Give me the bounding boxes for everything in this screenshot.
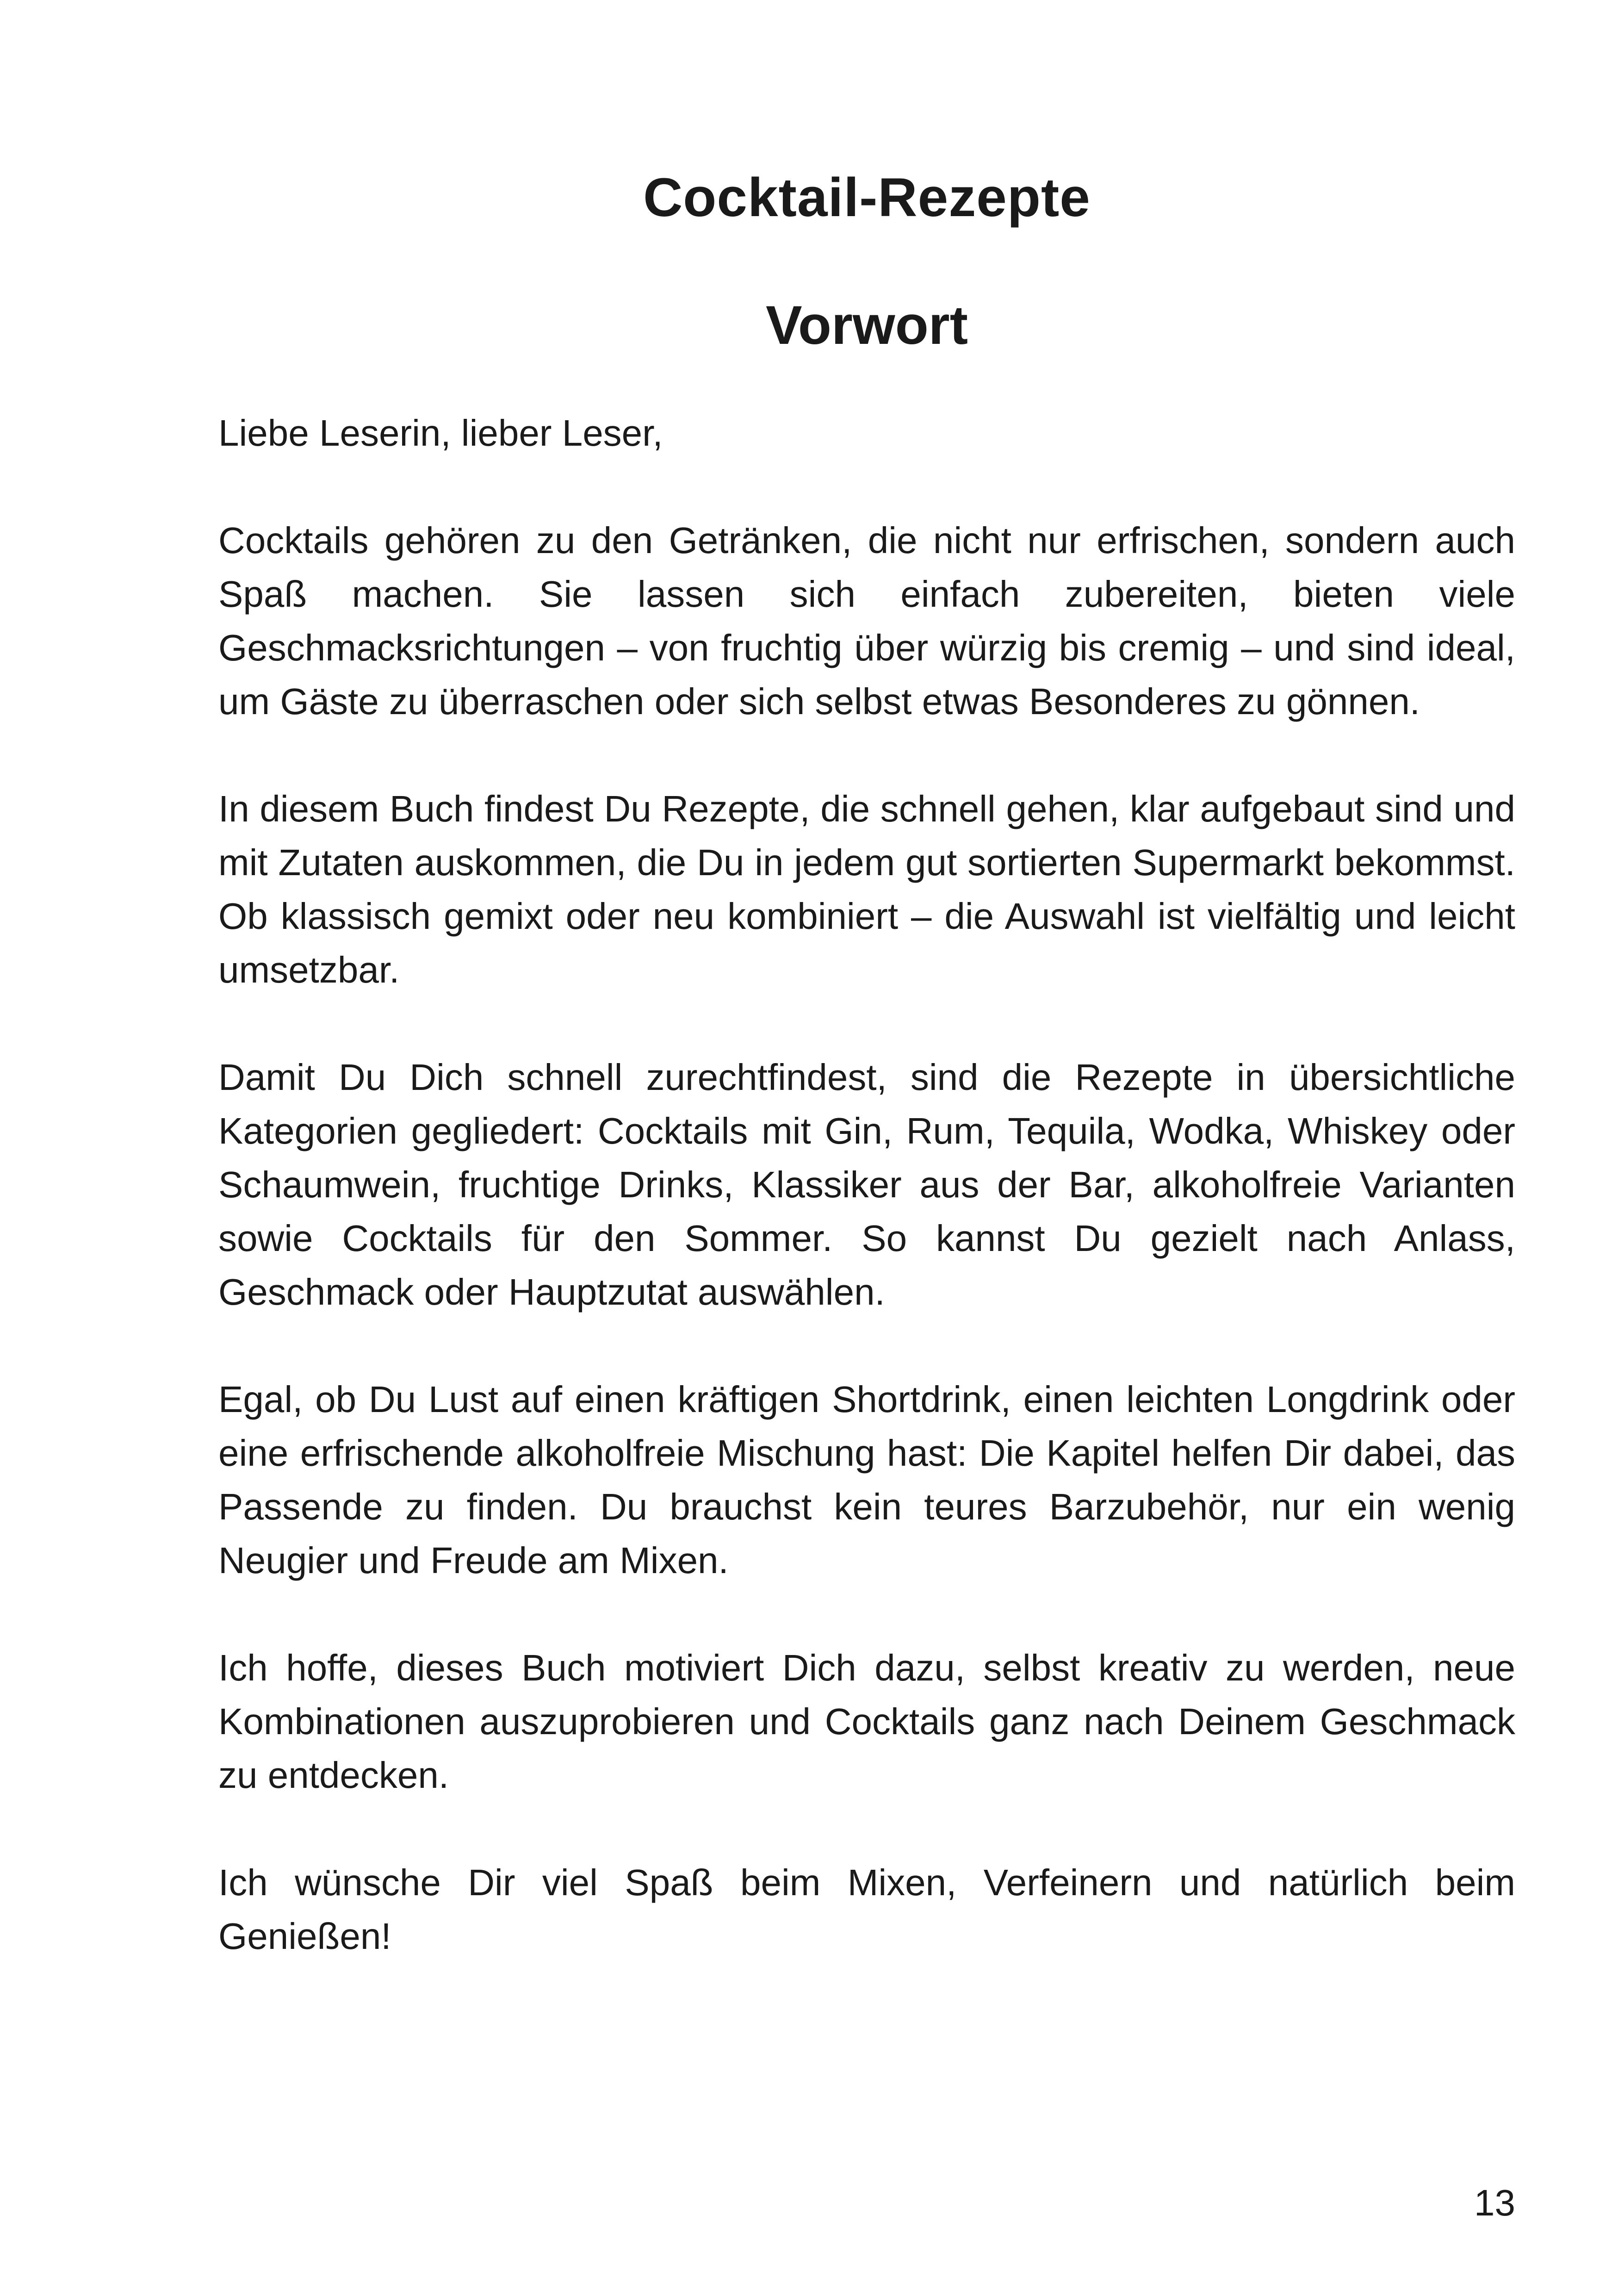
paragraph: Egal, ob Du Lust auf einen kräftigen Shortdrink, einen leichten Longdrink oder eine erfrischende alkoholfreie Mischung hast: Die Kapitel helfen Dir dabei, das Passende zu finden. Du brauchst kein teures Barzubehör, nur ein wenig Neugier und Freude am Mixen. [218, 1379, 1515, 1581]
paragraph: Cocktails gehören zu den Getränken, die nicht nur erfrischen, sondern auch Spaß machen. Sie lassen sich einfach zubereiten, bieten viele Geschmacksrichtungen – von fruchtig über würzig bis cremig – und sind ideal, um Gäste zu überraschen oder sich selbst etwas Besonderes zu gönnen. [218, 520, 1515, 722]
paragraph: Ich hoffe, dieses Buch motiviert Dich dazu, selbst kreativ zu werden, neue Kombinationen auszuprobieren und Cocktails ganz nach Deinem Geschmack zu entdecken. [218, 1647, 1515, 1796]
paragraph: In diesem Buch findest Du Rezepte, die schnell gehen, klar aufgebaut sind und mit Zutaten auskommen, die Du in jedem gut sortierten Supermarkt bekommst. Ob klassisch gemixt oder neu kombiniert – die Auswahl ist vielfältig und leicht umsetzbar. [218, 788, 1515, 990]
salutation: Liebe Leserin, lieber Leser, [218, 412, 663, 454]
page-number: 13 [1474, 2182, 1515, 2223]
foreword-text [218, 406, 1515, 2017]
paragraph: Damit Du Dich schnell zurechtfindest, sind die Rezepte in übersichtliche Kategorien gegliedert: Cocktails mit Gin, Rum, Tequila, Wodka, Whiskey oder Schaumwein, fruchtige Drinks, Klassiker aus der Bar, alkoholfreie Varianten sowie Cocktails für den Sommer. So kannst Du gezielt nach Anlass, Geschmack oder Hauptzutat auswählen. [218, 1057, 1515, 1313]
paragraph: Ich wünsche Dir viel Spaß beim Mixen, Verfeinern und natürlich beim Genießen! [218, 1862, 1515, 1957]
book-title: Cocktail-Rezepte [643, 167, 1091, 228]
chapter-title: Vorwort [765, 295, 968, 356]
